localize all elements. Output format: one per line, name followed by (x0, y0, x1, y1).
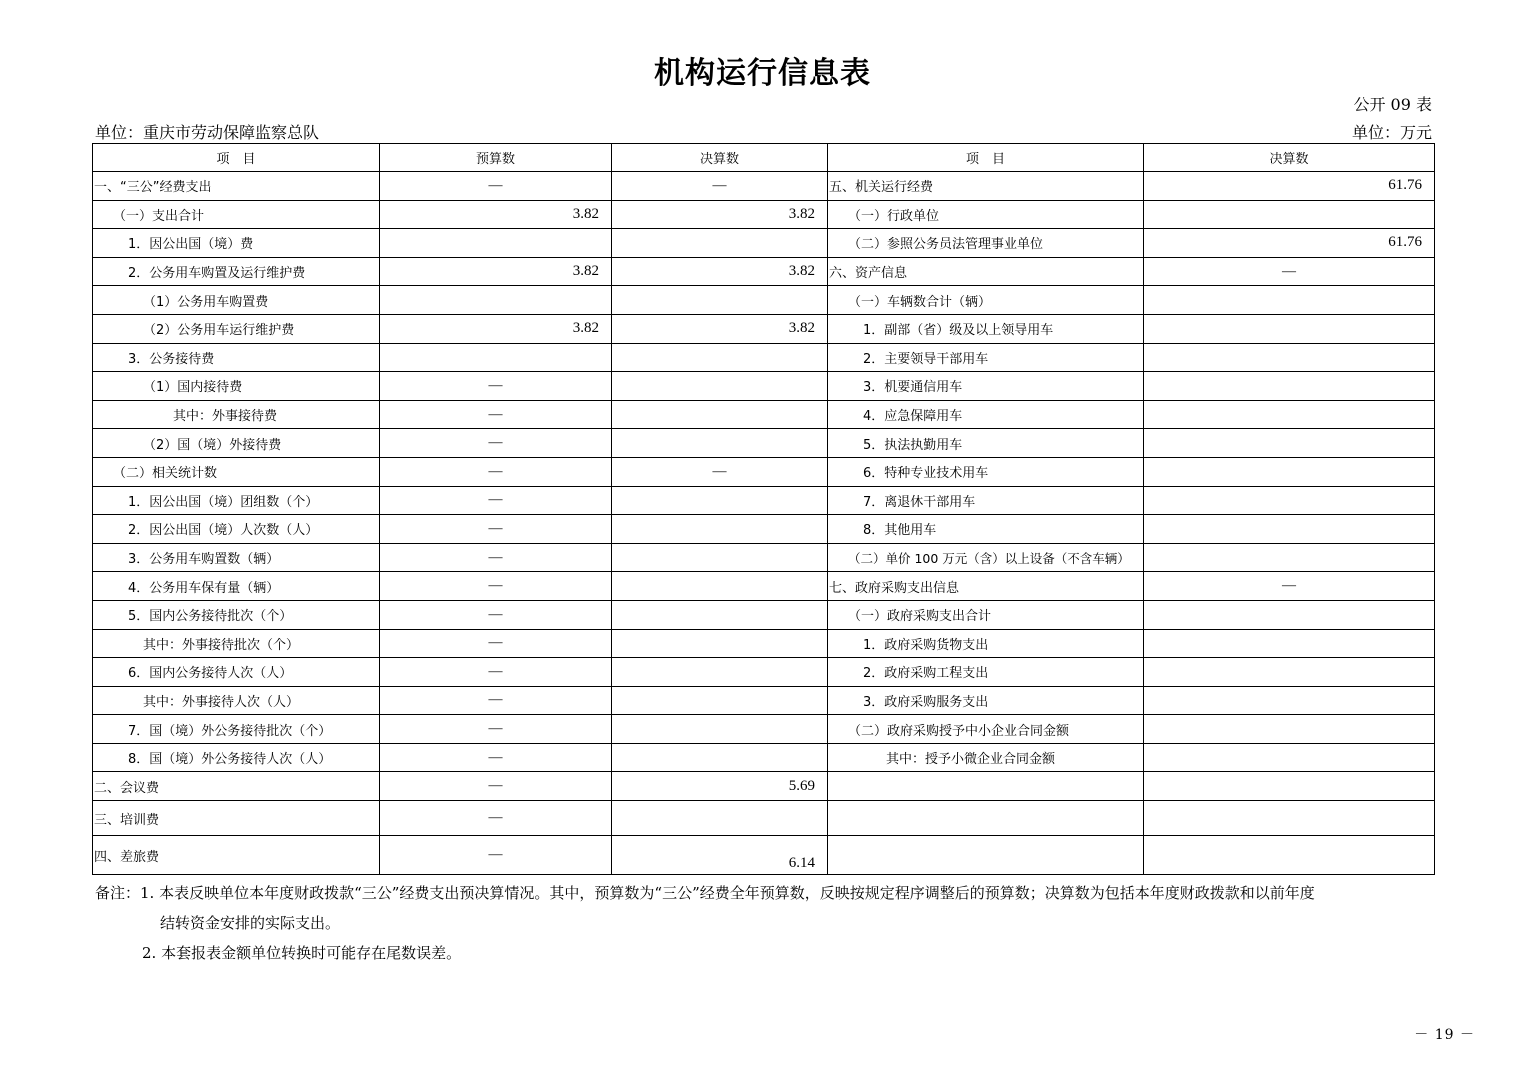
header-right-final: 决算数 (1144, 144, 1435, 172)
note-line-1: 备注：1. 本表反映单位本年度财政拨款“三公”经费支出预决算情况。其中，预算数为“三公”经费全年预算数，反映按规定程序调整后的预算数；决算数为包括本年度财政拨款和以前年度 (95, 884, 1315, 902)
left-item: （2）国（境）外接待费 (93, 429, 380, 458)
right-final-value (1144, 429, 1435, 458)
left-item: 一、“三公”经费支出 (93, 172, 380, 201)
table-row (93, 743, 1435, 772)
right-item: （二）单价 100 万元（含）以上设备（不含车辆） (828, 543, 1144, 572)
right-item: 1．副部（省）级及以上领导用车 (828, 314, 1144, 343)
budget-value: — (380, 772, 612, 801)
right-item (828, 836, 1144, 875)
header-right-item: 项 目 (828, 144, 1144, 172)
budget-value (380, 343, 612, 372)
table-row (93, 572, 1435, 601)
left-item: 其中：外事接待费 (93, 400, 380, 429)
right-final-value (1144, 836, 1435, 875)
left-item: 3．公务用车购置数（辆） (93, 543, 380, 572)
right-final-value (1144, 658, 1435, 687)
right-final-value: 61.76 (1144, 172, 1435, 201)
budget-value: — (380, 515, 612, 544)
budget-value: — (380, 543, 612, 572)
table-row (93, 772, 1435, 801)
left-item: 四、差旅费 (93, 836, 380, 875)
right-item: （二）政府采购授予中小企业合同金额 (828, 715, 1144, 744)
final-value (612, 629, 828, 658)
left-item: 8．国（境）外公务接待人次（人） (93, 743, 380, 772)
operation-info-table (92, 143, 1435, 875)
currency-unit: 单位：万元 (1351, 123, 1432, 142)
left-item: 7．国（境）外公务接待批次（个） (93, 715, 380, 744)
table-row (93, 400, 1435, 429)
budget-value: — (380, 172, 612, 201)
budget-value: — (380, 629, 612, 658)
left-item: 4．公务用车保有量（辆） (93, 572, 380, 601)
header-budget: 预算数 (380, 144, 612, 172)
budget-value (380, 229, 612, 258)
table-row (93, 629, 1435, 658)
note-line-3: 2. 本套报表金额单位转换时可能存在尾数误差。 (142, 944, 462, 962)
budget-value: — (380, 486, 612, 515)
budget-value: — (380, 836, 612, 875)
table-row (93, 658, 1435, 687)
budget-value: 3.82 (380, 314, 612, 343)
left-item: 2．公务用车购置及运行维护费 (93, 257, 380, 286)
right-item: 7．离退休干部用车 (828, 486, 1144, 515)
right-final-value (1144, 801, 1435, 836)
right-final-value (1144, 286, 1435, 315)
right-final-value: 61.76 (1144, 229, 1435, 258)
final-value: 3.82 (612, 200, 828, 229)
budget-value: — (380, 400, 612, 429)
header-final: 决算数 (612, 144, 828, 172)
right-item: 五、机关运行经费 (828, 172, 1144, 201)
left-item: （1）公务用车购置费 (93, 286, 380, 315)
right-item: 3．政府采购服务支出 (828, 686, 1144, 715)
right-item: 8．其他用车 (828, 515, 1144, 544)
right-item: 2．政府采购工程支出 (828, 658, 1144, 687)
table-row (93, 314, 1435, 343)
table-row (93, 715, 1435, 744)
table-row (93, 229, 1435, 258)
table-row (93, 543, 1435, 572)
right-final-value (1144, 400, 1435, 429)
budget-value: — (380, 429, 612, 458)
table-row (93, 372, 1435, 401)
right-item: 6．特种专业技术用车 (828, 457, 1144, 486)
left-item: 5．国内公务接待批次（个） (93, 600, 380, 629)
final-value: 3.82 (612, 257, 828, 286)
left-item: （一）支出合计 (93, 200, 380, 229)
left-item: 二、会议费 (93, 772, 380, 801)
right-item (828, 772, 1144, 801)
left-item: （1）国内接待费 (93, 372, 380, 401)
budget-value: 3.82 (380, 257, 612, 286)
final-value (612, 600, 828, 629)
right-item: 1．政府采购货物支出 (828, 629, 1144, 658)
left-item: 其中：外事接待人次（人） (93, 686, 380, 715)
table-header-row (93, 144, 1435, 172)
table-row (93, 457, 1435, 486)
table-row (93, 836, 1435, 875)
final-value: — (612, 172, 828, 201)
final-value (612, 372, 828, 401)
left-item: 3．公务接待费 (93, 343, 380, 372)
budget-value: — (380, 572, 612, 601)
left-item: 1．因公出国（境）费 (93, 229, 380, 258)
notes (95, 878, 1315, 968)
budget-value: — (380, 372, 612, 401)
reporting-unit: 单位：重庆市劳动保障监察总队 (95, 123, 320, 142)
final-value (612, 743, 828, 772)
right-final-value (1144, 314, 1435, 343)
page-title: 机构运行信息表 (654, 56, 871, 91)
budget-value: — (380, 658, 612, 687)
right-item: （一）车辆数合计（辆） (828, 286, 1144, 315)
final-value: — (612, 457, 828, 486)
right-item: 其中：授予小微企业合同金额 (828, 743, 1144, 772)
table-code: 公开 09 表 (1353, 95, 1432, 114)
table-row (93, 429, 1435, 458)
right-item: 七、政府采购支出信息 (828, 572, 1144, 601)
budget-value: 3.82 (380, 200, 612, 229)
final-value (612, 343, 828, 372)
right-final-value (1144, 200, 1435, 229)
right-item: （二）参照公务员法管理事业单位 (828, 229, 1144, 258)
table-row (93, 515, 1435, 544)
final-value (612, 486, 828, 515)
table-row (93, 486, 1435, 515)
right-item: 4．应急保障用车 (828, 400, 1144, 429)
table-row (93, 257, 1435, 286)
header-left-item: 项 目 (93, 144, 380, 172)
page-number: － 19 － (1414, 1027, 1475, 1043)
final-value (612, 543, 828, 572)
right-final-value (1144, 686, 1435, 715)
right-item: 3．机要通信用车 (828, 372, 1144, 401)
table-row (93, 600, 1435, 629)
right-final-value (1144, 772, 1435, 801)
right-final-value: — (1144, 572, 1435, 601)
budget-value (380, 286, 612, 315)
right-final-value (1144, 600, 1435, 629)
right-item: （一）行政单位 (828, 200, 1144, 229)
final-value: 6.14 (612, 836, 828, 875)
final-value (612, 686, 828, 715)
table-row (93, 801, 1435, 836)
left-item: （2）公务用车运行维护费 (93, 314, 380, 343)
left-item: 2．因公出国（境）人次数（人） (93, 515, 380, 544)
table-row (93, 286, 1435, 315)
right-final-value (1144, 715, 1435, 744)
left-item: 1．因公出国（境）团组数（个） (93, 486, 380, 515)
final-value (612, 572, 828, 601)
right-final-value (1144, 743, 1435, 772)
right-item: 2．主要领导干部用车 (828, 343, 1144, 372)
note-line-2: 结转资金安排的实际支出。 (160, 914, 341, 932)
right-final-value (1144, 343, 1435, 372)
table-row (93, 172, 1435, 201)
right-final-value (1144, 543, 1435, 572)
right-final-value (1144, 629, 1435, 658)
table-row (93, 343, 1435, 372)
left-item: 三、培训费 (93, 801, 380, 836)
final-value (612, 229, 828, 258)
budget-value: — (380, 600, 612, 629)
budget-value: — (380, 715, 612, 744)
budget-value: — (380, 801, 612, 836)
final-value (612, 801, 828, 836)
table-row (93, 200, 1435, 229)
final-value (612, 658, 828, 687)
right-final-value (1144, 457, 1435, 486)
table-row (93, 686, 1435, 715)
final-value (612, 715, 828, 744)
final-value (612, 400, 828, 429)
right-item (828, 801, 1144, 836)
right-item: （一）政府采购支出合计 (828, 600, 1144, 629)
right-item: 六、资产信息 (828, 257, 1144, 286)
final-value (612, 429, 828, 458)
final-value: 5.69 (612, 772, 828, 801)
budget-value: — (380, 743, 612, 772)
left-item: 6．国内公务接待人次（人） (93, 658, 380, 687)
final-value (612, 286, 828, 315)
final-value (612, 515, 828, 544)
right-item: 5．执法执勤用车 (828, 429, 1144, 458)
final-value: 3.82 (612, 314, 828, 343)
right-final-value (1144, 372, 1435, 401)
budget-value: — (380, 686, 612, 715)
right-final-value: — (1144, 257, 1435, 286)
left-item: 其中：外事接待批次（个） (93, 629, 380, 658)
budget-value: — (380, 457, 612, 486)
left-item: （二）相关统计数 (93, 457, 380, 486)
right-final-value (1144, 515, 1435, 544)
right-final-value (1144, 486, 1435, 515)
